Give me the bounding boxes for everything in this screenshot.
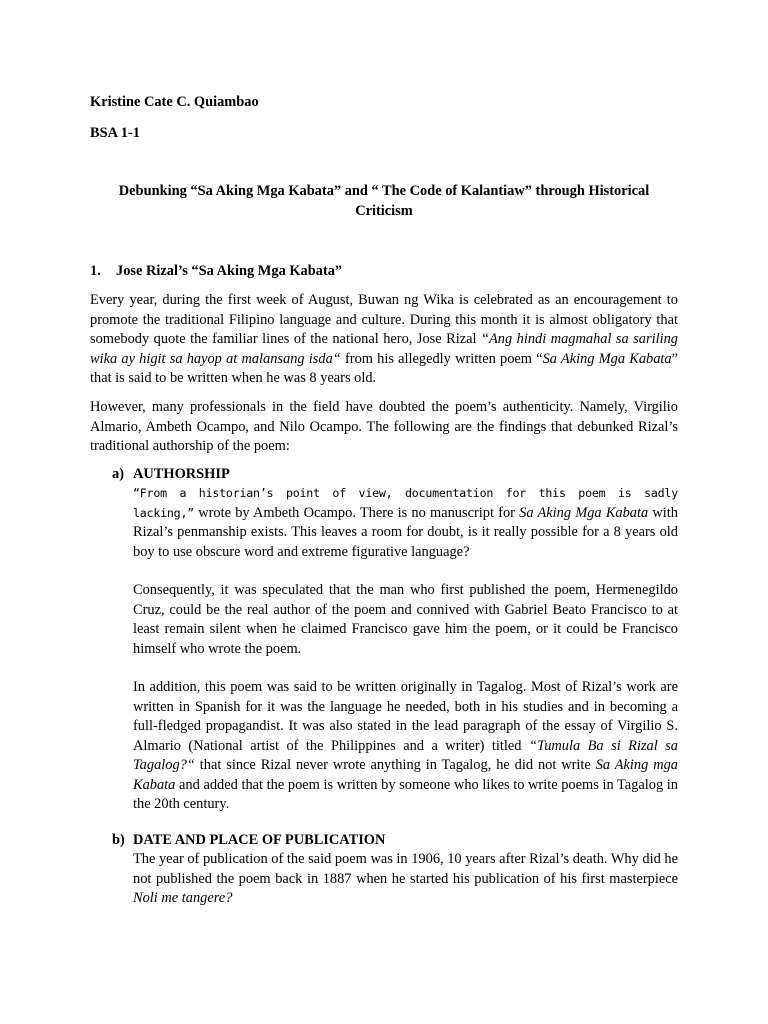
second-paragraph: However, many professionals in the field have doubted the poem’s authenticity. Namely, Virgilio Almario, Ambeth Ocampo, and Nilo Ocampo. The following are the findings that debunked Rizal’s traditional authorship of the poem:	[90, 399, 678, 454]
intro-text-2: from his allegedly written poem “	[340, 350, 543, 367]
item-a-p3-text-1: In addition, this poem was said to be written originally in Tagalog. Most of Rizal’s work are written in Spanish for it was the language he needed, both in his studies and in becoming a full-fledged propagandist. It was also stated in the lead paragraph of the essay of Virgilio S. Almario (National artist of the Philippines and a writer) titled	[133, 679, 678, 754]
section-heading: Jose Rizal’s “Sa Aking Mga Kabata”	[116, 263, 343, 279]
item-a-paragraph-3	[133, 678, 678, 815]
item-a-paragraph-2: Consequently, it was speculated that the man who first published the poem, Hermenegildo Cruz, could be the real author of the poem and connived with Gabriel Beato Francisco to at least remain silent when he claimed Francisco gave him the poem, or it could be Francisco himself who wrote the poem.	[133, 582, 678, 657]
item-a-marker: a)	[112, 466, 124, 482]
item-a-p3-text-2: that since Rizal never wrote anything in Tagalog, he did not write	[194, 757, 596, 773]
author-name: Kristine Cate C. Quiambao	[90, 94, 259, 110]
ocampo-quote: “From a historian’s point of view, documentation for this poem is sadly lacking,”	[133, 486, 678, 520]
item-a-paragraph-1	[133, 484, 678, 562]
item-b-text: The year of publication of the said poem was in 1906, 10 years after Rizal’s death. Why did he not published the poem back in 1887 when he started his publication of his first masterpiece	[133, 851, 678, 887]
intro-paragraph	[90, 291, 678, 389]
item-a-poem-title: Sa Aking Mga Kabata	[519, 504, 649, 521]
item-a-p3-poem-title: Sa Aking mga Kabata	[133, 757, 678, 793]
intro-text-1: Every year, during the first week of August, Buwan ng Wika is celebrated as an encouragement to promote the traditional Filipino language and culture. During this month it is almost obligatory that somebody quote the familiar lines of the national hero, Jose Rizal	[90, 292, 678, 347]
document-title	[80, 182, 688, 221]
title-line-1: Debunking “Sa Aking Mga Kabata” and “ The Code of Kalantiaw” through Historical	[118, 183, 650, 199]
intro-text-3: ” that is said to be written when he was 8 years old.	[90, 350, 678, 386]
item-a-heading: AUTHORSHIP	[133, 466, 230, 482]
item-a-p3-text-3: and added that the poem is written by someone who likes to write poems in Tagalog in the 20th century.	[133, 776, 678, 812]
item-b-heading: DATE AND PLACE OF PUBLICATION	[133, 832, 386, 848]
section-number: 1.	[90, 263, 101, 279]
class-section: BSA 1-1	[90, 125, 140, 141]
title-line-2: Criticism	[355, 202, 413, 219]
poem-title: Sa Aking Mga Kabata	[542, 350, 672, 367]
item-b-marker: b)	[112, 832, 125, 848]
rizal-quote: “Ang hindi magmahal sa sariling wika ay higit sa hayop at malansang isda“	[90, 331, 678, 367]
item-a-text-1: wrote by Ambeth Ocampo. There is no manuscript for	[194, 504, 520, 521]
item-b-paragraph	[133, 850, 678, 909]
noli-title: Noli me tangere?	[133, 890, 233, 906]
item-a-text-2: with Rizal’s penmanship exists. This leaves a room for doubt, is it really possible for a 8 years old boy to use obscure word and extreme figurative language?	[133, 504, 678, 560]
almario-essay-title: “Tumula Ba si Rizal sa Tagalog?“	[133, 737, 679, 773]
